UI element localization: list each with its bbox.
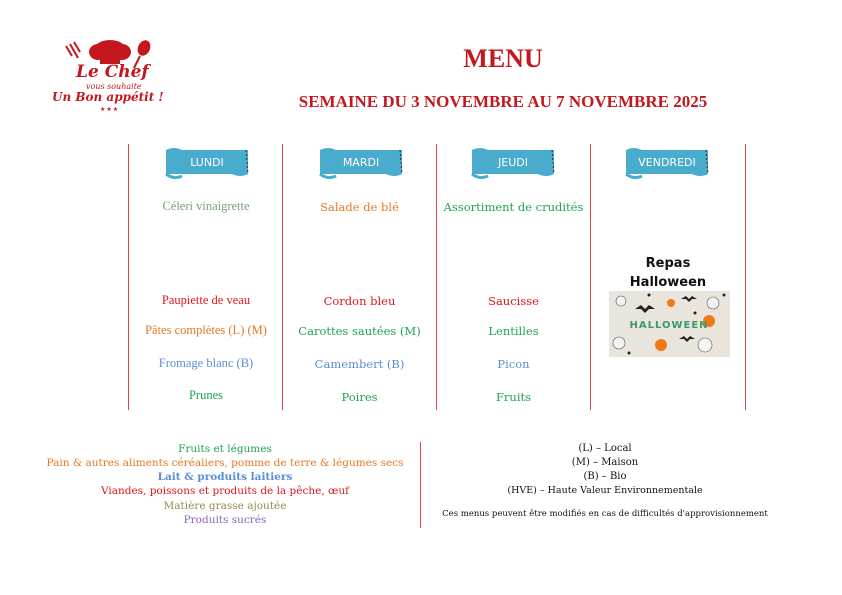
menu-item-dairy: Picon: [497, 357, 530, 371]
day-banner-tuesday: [318, 146, 404, 180]
halloween-image-text: HALLOWEEN: [629, 320, 709, 331]
note-bio: (B) – Bio: [583, 471, 627, 482]
logo-line2: vous souhaite: [86, 82, 142, 91]
menu-item-starter: Assortiment de crudités: [443, 200, 584, 214]
column-divider: [128, 144, 129, 410]
logo-line1: Le Chef: [76, 62, 149, 82]
day-label: MARDI: [342, 156, 380, 169]
note-hve: (HVE) – Haute Valeur Environnementale: [507, 485, 703, 496]
menu-item-dessert: Fruits: [495, 390, 532, 404]
day-banner-thursday: [470, 146, 556, 180]
note-maison: (M) – Maison: [571, 457, 639, 468]
menu-item-side: Pâtes complètes (L) (M): [145, 323, 267, 337]
halloween-image: [609, 291, 730, 357]
menu-item-starter: Salade de blé: [320, 200, 399, 214]
column-divider: [590, 144, 591, 410]
logo-line3: Un Bon appétit !: [52, 90, 164, 104]
day-banner-monday: [164, 146, 250, 180]
legend-meat: Viandes, poissons et produits de la pêche, œuf: [100, 485, 350, 497]
page-title: MENU: [463, 44, 543, 73]
menu-item-dairy: Camembert (B): [314, 357, 405, 371]
column-divider: [745, 144, 746, 410]
logo: [52, 36, 172, 116]
legend-sugar: Produits sucrés: [183, 514, 267, 526]
halloween-title: [606, 254, 730, 292]
menu-item-starter: Céleri vinaigrette: [162, 199, 250, 213]
legend-dairy: Lait & produits laitiers: [157, 471, 293, 483]
menu-item-dessert: Poires: [341, 390, 378, 404]
legend-divider: [420, 442, 421, 528]
note-disclaimer: Ces menus peuvent être modifiés en cas de difficultés d'approvisionnement: [442, 509, 768, 519]
day-label: LUNDI: [190, 156, 224, 169]
menu-item-main: Paupiette de veau: [161, 293, 251, 307]
day-label: JEUDI: [498, 156, 528, 169]
legend-fat: Matière grasse ajoutée: [163, 500, 287, 512]
logo-stars: ★★★: [100, 106, 120, 113]
page-subtitle: SEMAINE DU 3 NOVEMBRE AU 7 NOVEMBRE 2025: [298, 92, 708, 111]
menu-item-dessert: Prunes: [188, 388, 224, 402]
day-banner-friday: [624, 146, 710, 180]
legend-fruits: Fruits et légumes: [178, 443, 272, 455]
halloween-title-line1: Repas: [645, 256, 691, 271]
day-label: VENDREDI: [638, 156, 696, 169]
halloween-picture: [609, 291, 730, 357]
halloween-title-line2: Halloween: [629, 275, 707, 290]
menu-item-side: Carottes sautées (M): [298, 324, 421, 338]
legend-bread: Pain & autres aliments céréaliers, pomme de terre & légumes secs: [46, 457, 404, 469]
menu-item-dairy: Fromage blanc (B): [158, 356, 254, 370]
menu-item-main: Saucisse: [488, 294, 539, 308]
menu-item-main: Cordon bleu: [323, 294, 396, 308]
menu-item-side: Lentilles: [488, 324, 539, 338]
note-local: (L) – Local: [578, 443, 632, 454]
